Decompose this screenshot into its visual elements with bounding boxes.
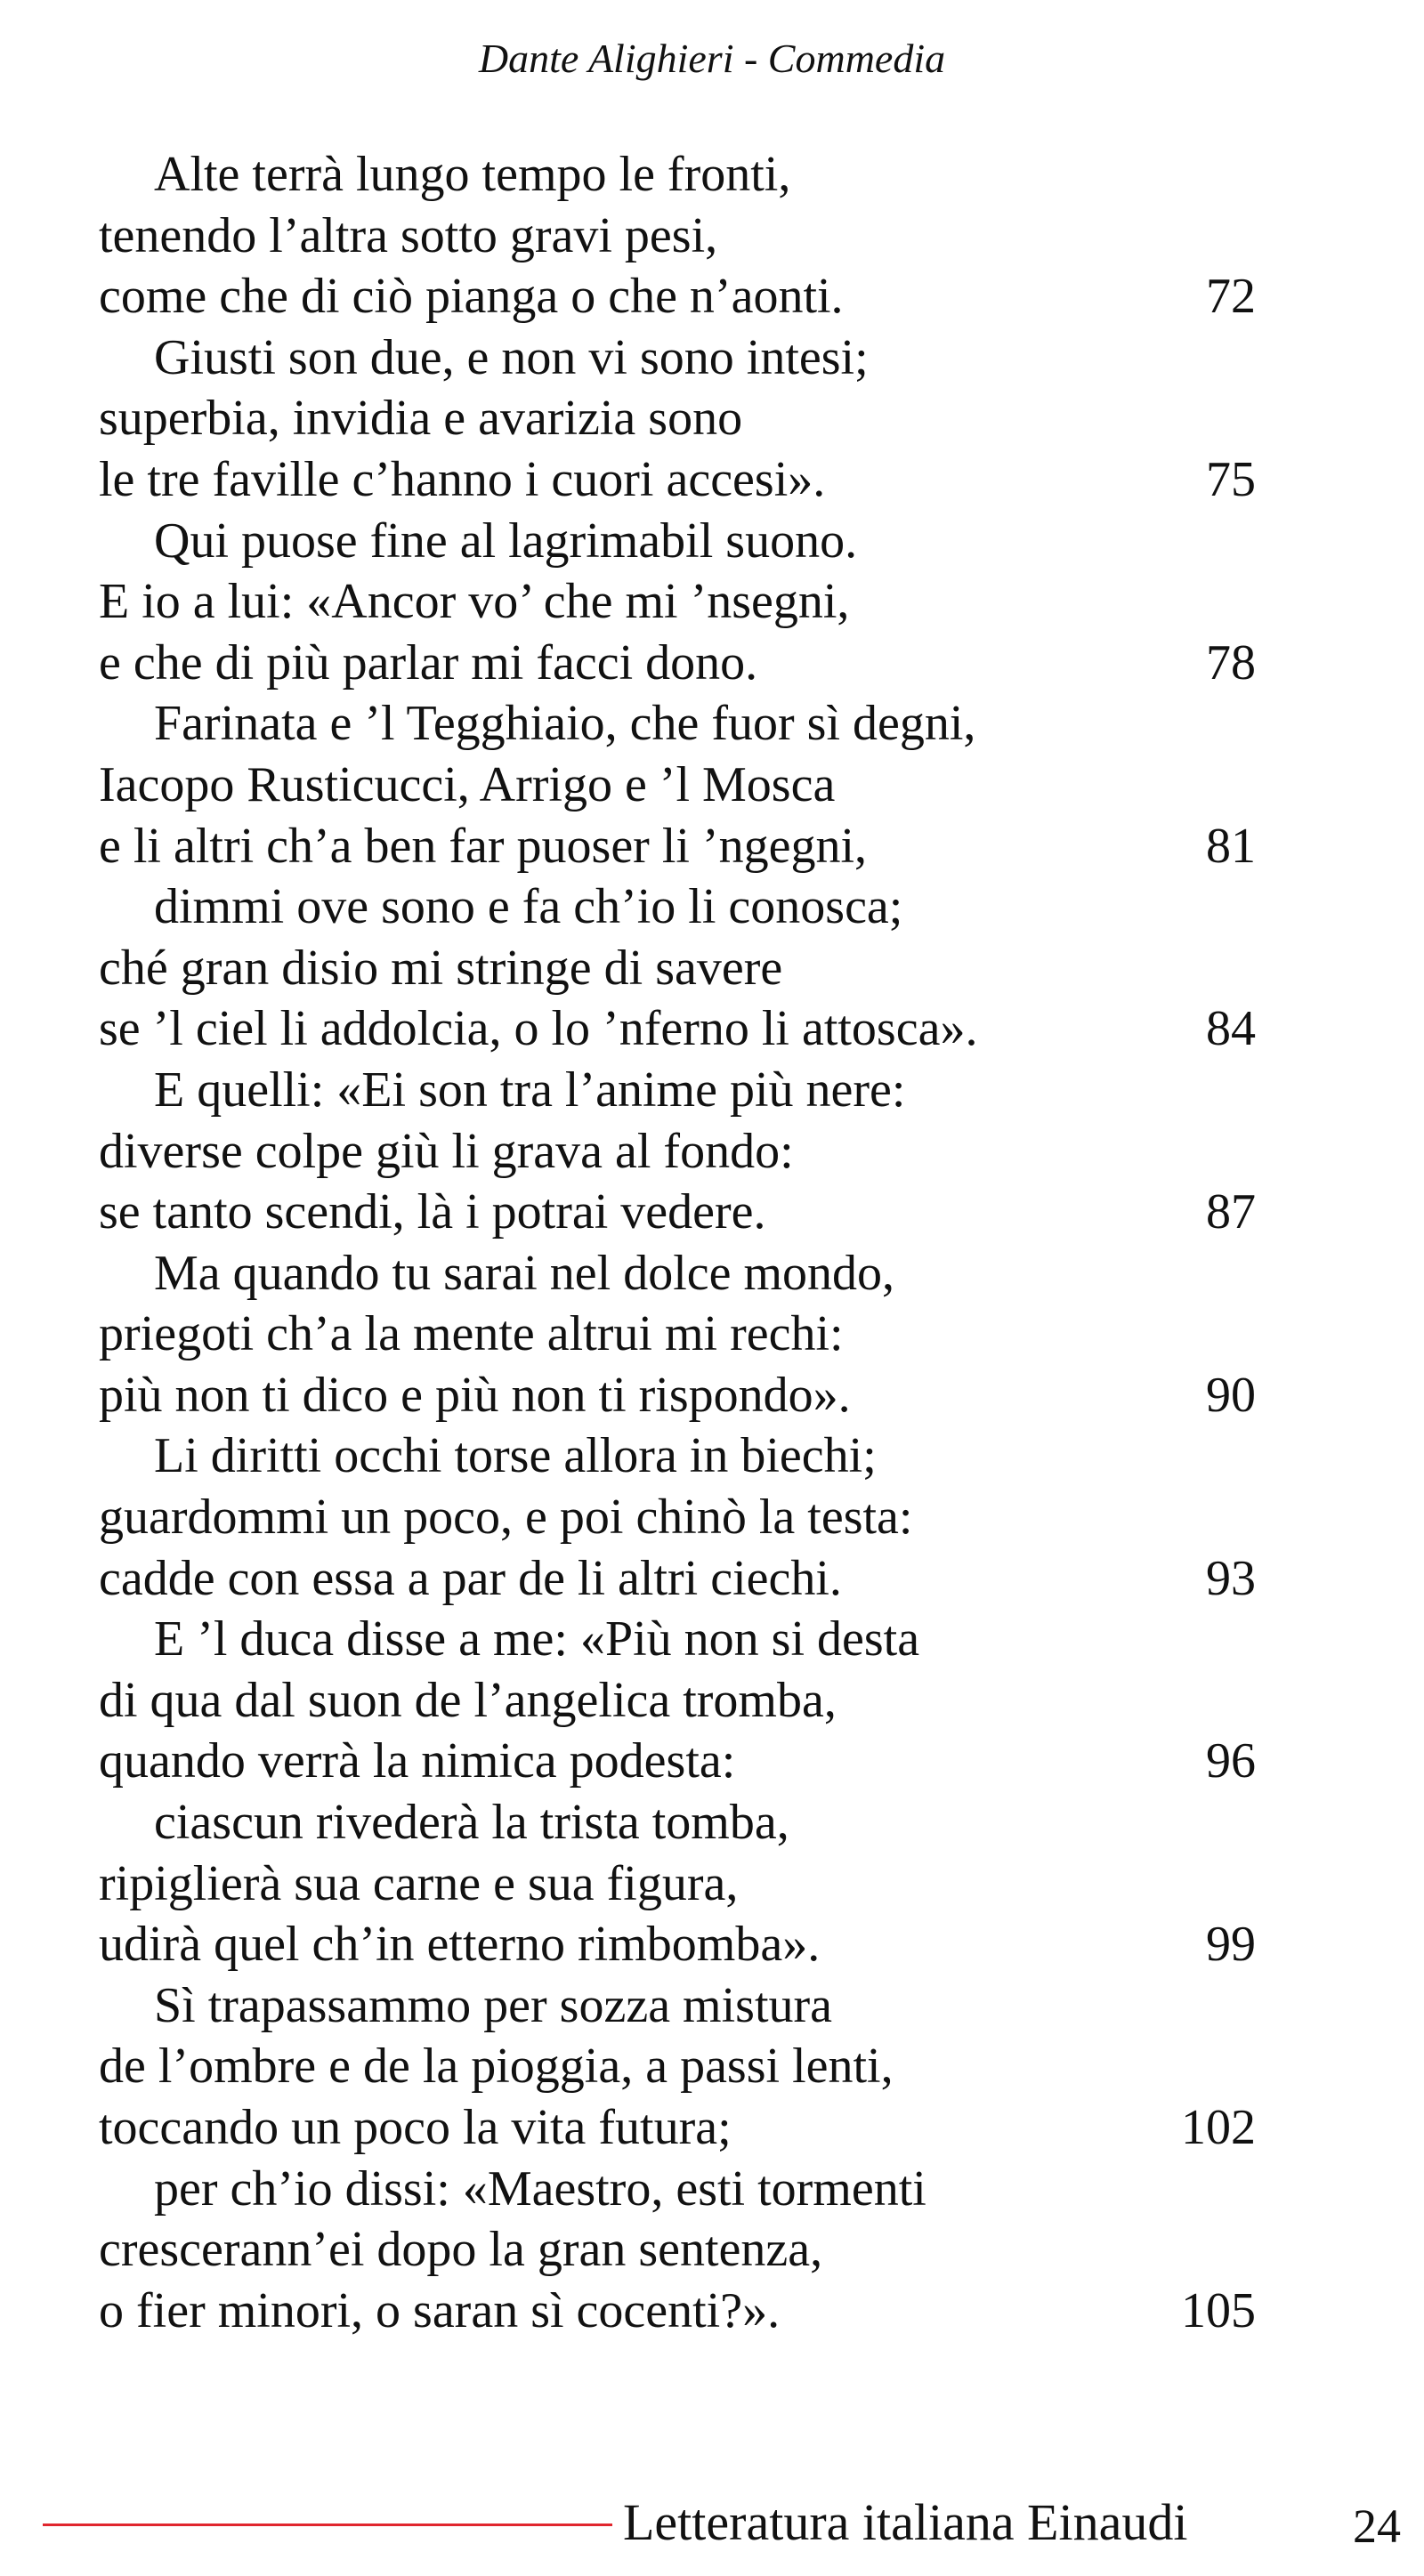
line-number: 102: [1181, 2100, 1256, 2155]
publisher-label: Letteratura italiana Einaudi: [623, 2493, 1188, 2551]
line-number: 93: [1206, 1550, 1256, 1606]
verse-text: toccando un poco la vita futura;: [99, 2100, 732, 2155]
verse-line: [99, 388, 1256, 449]
verse-text: ripiglierà sua carne e sua figura,: [99, 1855, 739, 1911]
verse-text: superbia, invidia e avarizia sono: [99, 391, 743, 447]
line-number: 99: [1206, 1917, 1256, 1973]
line-number: 96: [1206, 1733, 1256, 1789]
verse-line: [99, 1304, 1256, 1365]
verse-text: per ch’io dissi: «Maestro, esti tormenti: [154, 2160, 926, 2217]
line-number: 105: [1181, 2282, 1256, 2338]
verse-line: [99, 1121, 1256, 1183]
verse-text: diverse colpe giù li grava al fondo:: [99, 1123, 794, 1179]
verse-text: crescerann’ei dopo la gran sentenza,: [99, 2222, 823, 2278]
verse-line: [99, 449, 1256, 511]
verse-text: tenendo l’altra sotto gravi pesi,: [99, 207, 718, 263]
verse-text: Farinata e ’l Tegghiaio, che fuor sì degni,: [154, 696, 976, 752]
verse-text: ché gran disio mi stringe di savere: [99, 940, 783, 996]
verse-text: le tre faville c’hanno i cuori accesi».: [99, 451, 826, 507]
verse-text: quando verrà la nimica podesta:: [99, 1733, 736, 1789]
verse-line: [99, 633, 1256, 694]
verse-text: di qua dal suon de l’angelica tromba,: [99, 1672, 837, 1728]
verse-text: o fier minori, o saran sì cocenti?».: [99, 2282, 781, 2338]
verse-text: Iacopo Rusticucci, Arrigo e ’l Mosca: [99, 756, 836, 812]
verse-line: [99, 2281, 1256, 2342]
verse-text: se tanto scendi, là i potrai vedere.: [99, 1184, 766, 1240]
verse-line: [99, 876, 1256, 938]
verse-line: [99, 1853, 1256, 1915]
verse-line: [99, 2036, 1256, 2097]
line-number: 90: [1206, 1367, 1256, 1423]
running-head: Dante Alighieri - Commedia: [478, 36, 946, 81]
verse-text: più non ti dico e più non ti rispondo».: [99, 1367, 851, 1423]
verse-text: cadde con essa a par de li altri ciechi.: [99, 1550, 842, 1606]
line-number: 84: [1206, 1001, 1256, 1057]
line-number: 75: [1206, 451, 1256, 507]
verse-text: ciascun rivederà la trista tomba,: [154, 1795, 789, 1851]
verse-text: se ’l ciel li addolcia, o lo ’nferno li attosca».: [99, 1001, 978, 1057]
verse-line: [99, 1487, 1256, 1548]
poem-body: [99, 144, 1256, 2341]
verse-line: [99, 938, 1256, 999]
verse-text: Sì trapassammo per sozza mistura: [154, 1977, 833, 2033]
verse-line: [99, 1731, 1256, 1792]
footer-rule: [43, 2524, 612, 2526]
verse-line: [99, 571, 1256, 633]
verse-text: Ma quando tu sarai nel dolce mondo,: [154, 1245, 895, 1301]
verse-line: [99, 755, 1256, 816]
verse-text: E io a lui: «Ancor vo’ che mi ’nsegni,: [99, 574, 850, 630]
verse-line: [99, 1182, 1256, 1243]
verse-line: [99, 998, 1256, 1060]
verse-text: udirà quel ch’in etterno rimbomba».: [99, 1917, 821, 1973]
verse-line: [99, 1609, 1256, 1670]
verse-line: [99, 1365, 1256, 1426]
verse-text: Li diritti occhi torse allora in biechi;: [154, 1428, 877, 1484]
page-number: 24: [1353, 2499, 1401, 2553]
line-number: 72: [1206, 269, 1256, 325]
verse-text: E quelli: «Ei son tra l’anime più nere:: [154, 1062, 906, 1118]
verse-text: Qui puose fine al lagrimabil suono.: [154, 513, 858, 569]
verse-line: [99, 206, 1256, 267]
verse-line: [99, 327, 1256, 389]
verse-text: E ’l duca disse a me: «Più non si desta: [154, 1611, 920, 1668]
verse-text: e che di più parlar mi facci dono.: [99, 634, 758, 690]
verse-line: [99, 1670, 1256, 1732]
verse-line: [99, 1975, 1256, 2037]
verse-text: come che di ciò pianga o che n’aonti.: [99, 269, 844, 325]
verse-text: guardommi un poco, e poi chinò la testa:: [99, 1490, 913, 1546]
verse-line: [99, 1792, 1256, 1853]
verse-line: [99, 511, 1256, 572]
verse-text: dimmi ove sono e fa ch’io li conosca;: [154, 879, 903, 935]
verse-text: de l’ombre e de la pioggia, a passi lenti,: [99, 2039, 894, 2095]
verse-line: [99, 1060, 1256, 1121]
verse-text: Alte terrà lungo tempo le fronti,: [154, 147, 791, 202]
verse-line: [99, 1425, 1256, 1487]
verse-line: [99, 2219, 1256, 2281]
verse-line: [99, 816, 1256, 877]
verse-line: [99, 1914, 1256, 1975]
verse-line: [99, 144, 1256, 206]
page-footer: [0, 2491, 1424, 2554]
verse-line: [99, 2097, 1256, 2159]
line-number: 81: [1206, 818, 1256, 874]
verse-line: [99, 693, 1256, 755]
verse-line: [99, 1548, 1256, 1610]
verse-line: [99, 2159, 1256, 2220]
line-number: 78: [1206, 634, 1256, 690]
verse-text: e li altri ch’a ben far puoser li ’ngegni,: [99, 818, 867, 874]
verse-line: [99, 266, 1256, 327]
verse-text: priegoti ch’a la mente altrui mi rechi:: [99, 1306, 844, 1362]
verse-line: [99, 1243, 1256, 1304]
verse-text: Giusti son due, e non vi sono intesi;: [154, 329, 869, 385]
line-number: 87: [1206, 1184, 1256, 1240]
